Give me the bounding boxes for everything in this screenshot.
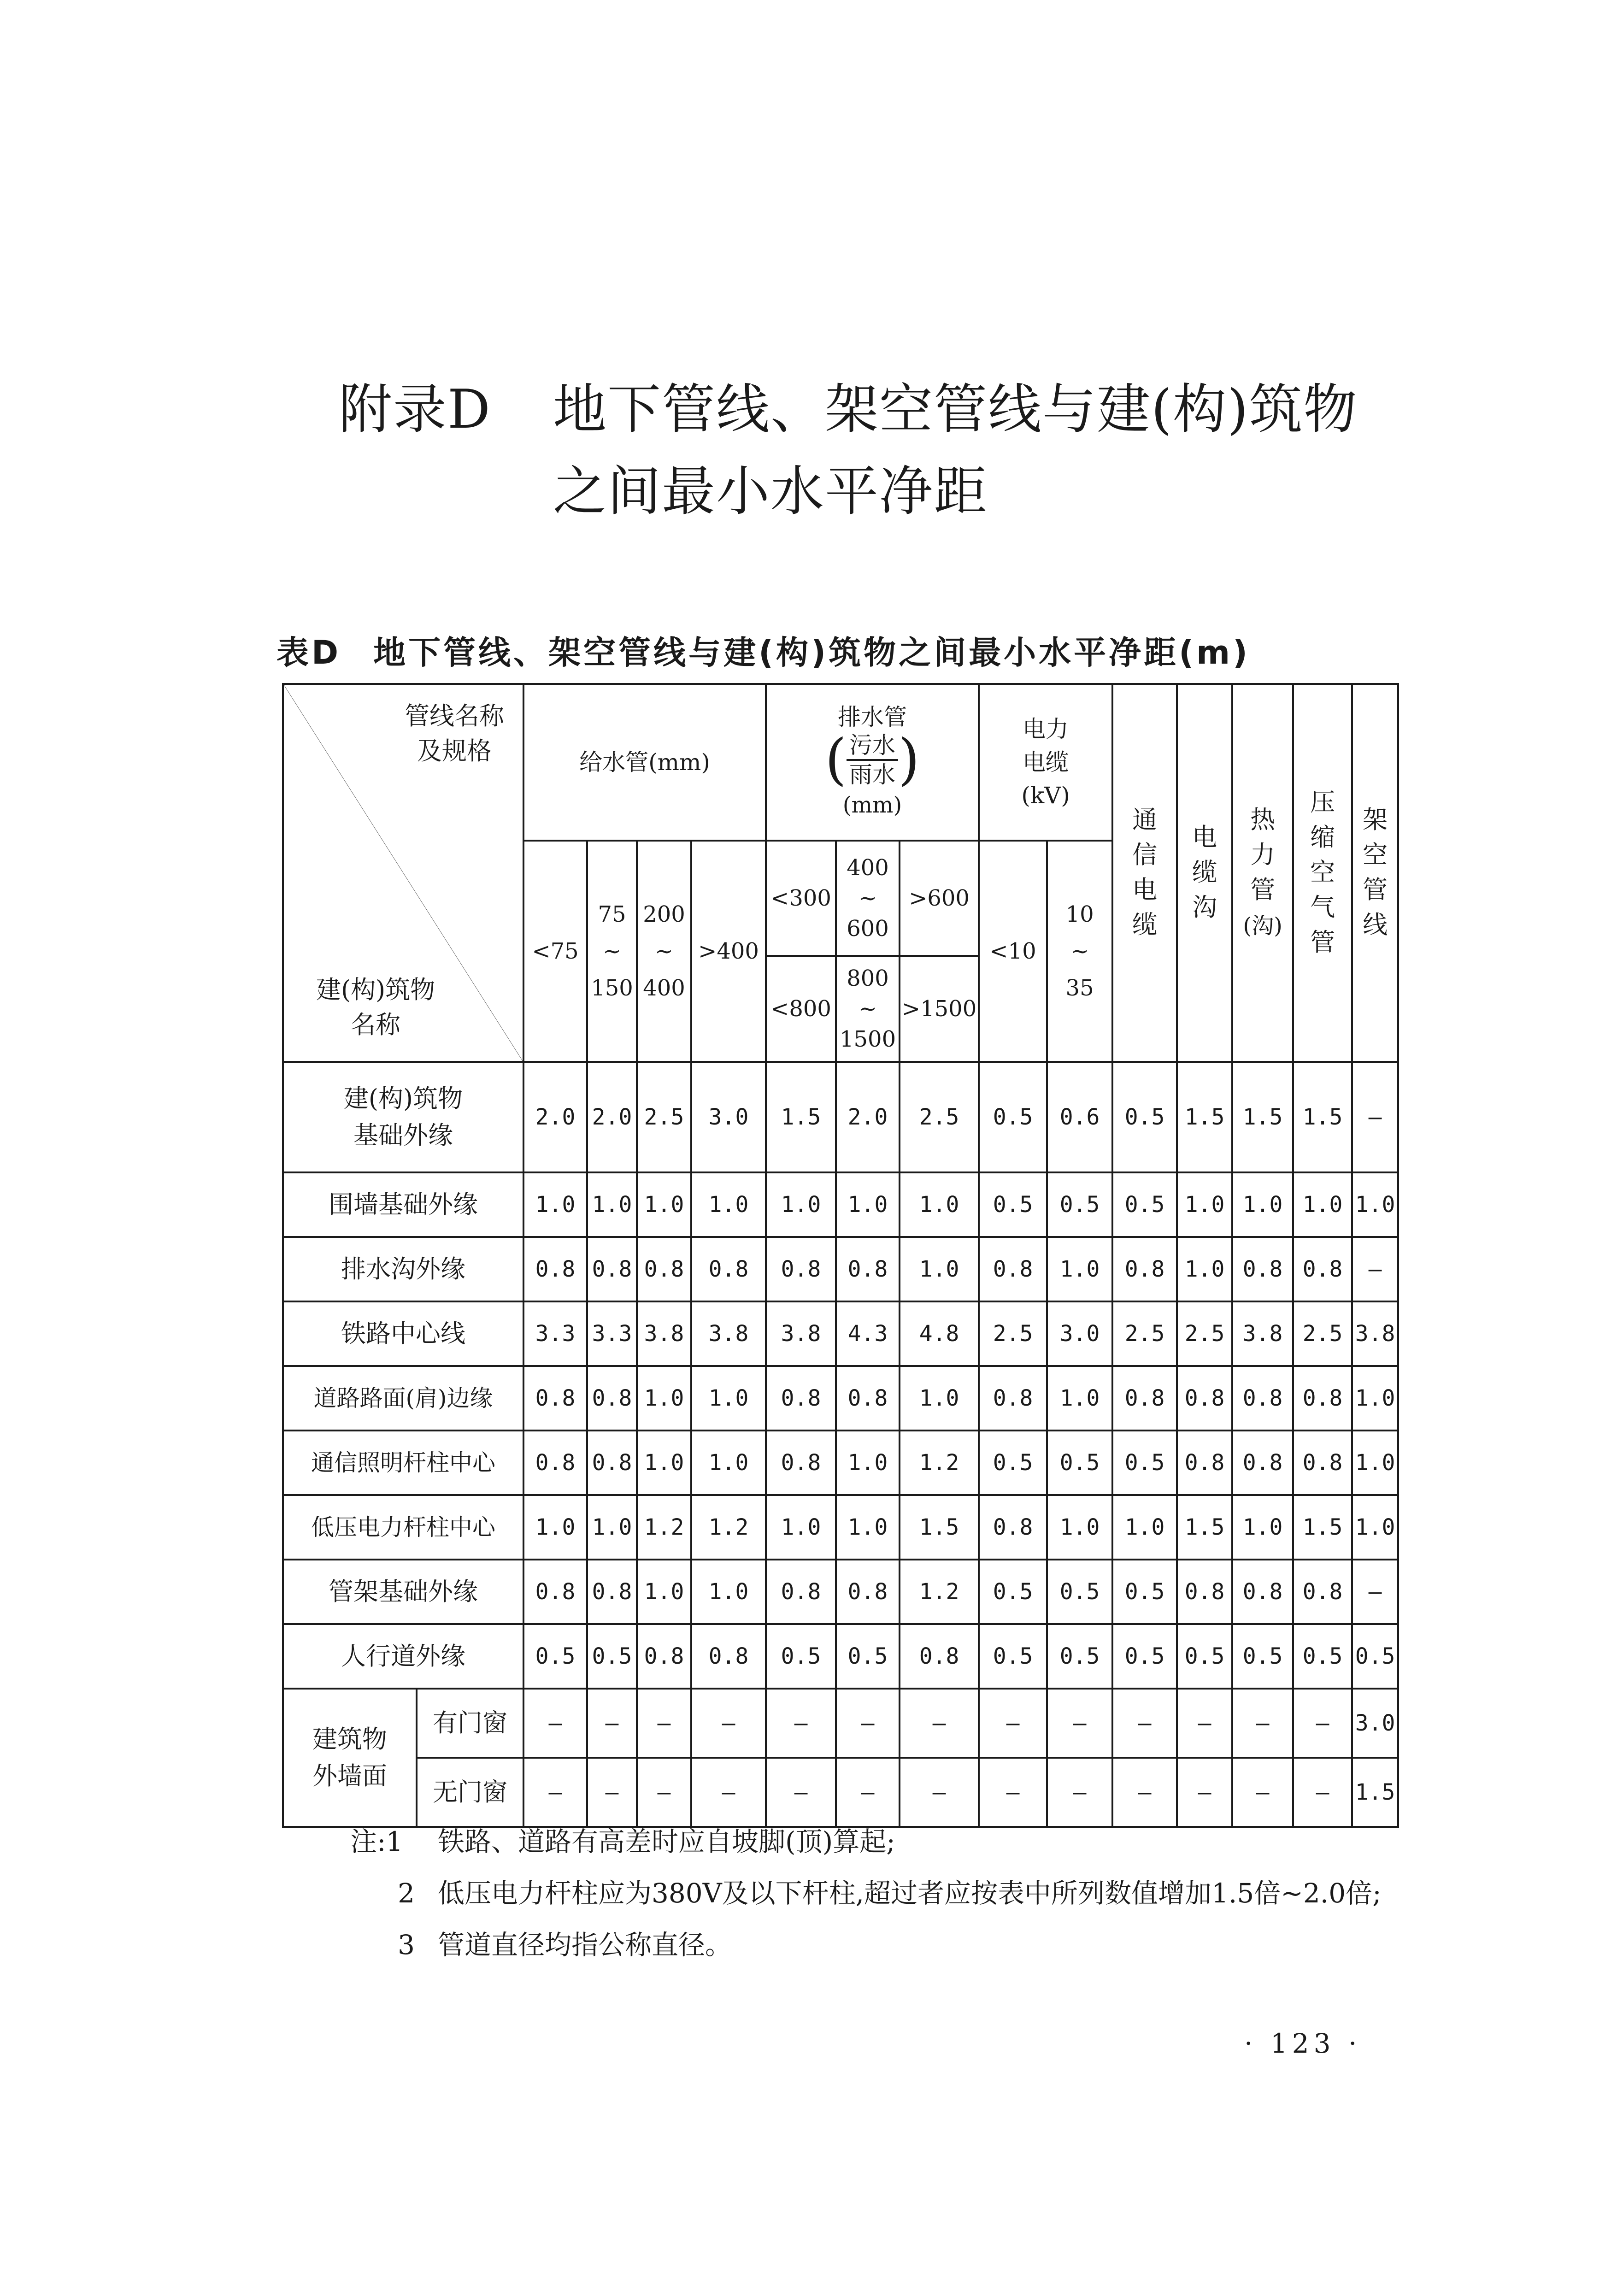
cell: 0.8 — [637, 1624, 691, 1689]
cell: — — [523, 1689, 587, 1758]
cell: 0.8 — [637, 1237, 691, 1301]
drain-spec-c1-bot: <800 — [766, 956, 836, 1062]
water-spec-gt400: >400 — [691, 841, 766, 1062]
cell: — — [587, 1758, 637, 1827]
power-line2: 电缆 — [1023, 749, 1069, 776]
cell: 1.5 — [1293, 1495, 1352, 1560]
cell: — — [1047, 1758, 1112, 1827]
drain-spec-c3-top: >600 — [900, 841, 979, 956]
cell: 1.0 — [691, 1366, 766, 1431]
cell: 1.0 — [523, 1495, 587, 1560]
cell: — — [979, 1689, 1047, 1758]
heat-pipe-header: 热力管 (沟) — [1232, 684, 1293, 1062]
cell: — — [1352, 1062, 1398, 1172]
cell: 1.0 — [1232, 1172, 1293, 1237]
cell: 0.8 — [1293, 1366, 1352, 1431]
cell: — — [836, 1758, 900, 1827]
cell: 0.6 — [1047, 1062, 1112, 1172]
drain-spec-c3-bot: >1500 — [900, 956, 979, 1062]
diag-top-line2: 及规格 — [417, 736, 492, 765]
cell: — — [1352, 1237, 1398, 1301]
note-3 — [350, 1919, 1410, 1971]
cell: 0.5 — [1352, 1624, 1398, 1689]
cell: 3.0 — [691, 1062, 766, 1172]
water-spec-lt75: <75 — [523, 841, 587, 1062]
row-label: 建(构)筑物 基础外缘 — [283, 1062, 523, 1172]
cell: 0.8 — [1293, 1560, 1352, 1624]
table-row — [283, 1062, 1398, 1172]
drain-spec-c2-bot: 800 ~ 1500 — [836, 956, 900, 1062]
drain-pipe-header — [766, 684, 979, 841]
row-label: 无门窗 — [417, 1758, 523, 1827]
cell: — — [691, 1758, 766, 1827]
cell: 1.0 — [900, 1172, 979, 1237]
cell: 0.5 — [979, 1560, 1047, 1624]
cell: 0.8 — [1177, 1366, 1232, 1431]
drain-sewage: 污水 — [847, 731, 898, 761]
water-spec-75-150: 75 ~ 150 — [587, 841, 637, 1062]
cell: 0.5 — [1047, 1172, 1112, 1237]
table-row — [283, 1431, 1398, 1495]
cell: 0.5 — [1112, 1172, 1177, 1237]
cell: — — [691, 1689, 766, 1758]
cell: 0.5 — [979, 1431, 1047, 1495]
cell: 0.8 — [1232, 1431, 1293, 1495]
power-unit: (kV) — [1021, 782, 1070, 809]
cell: 0.5 — [979, 1624, 1047, 1689]
page-number: · 123 · — [1244, 2028, 1362, 2059]
cell: — — [1177, 1758, 1232, 1827]
table-row — [283, 1366, 1398, 1431]
cell: 2.5 — [1112, 1301, 1177, 1366]
structure-name-header — [316, 972, 435, 1042]
cell: 0.8 — [587, 1366, 637, 1431]
cell: 3.0 — [1352, 1689, 1398, 1758]
cell: 1.0 — [1293, 1172, 1352, 1237]
table-row — [283, 1301, 1398, 1366]
cell: 0.5 — [1177, 1624, 1232, 1689]
cell: 3.8 — [1352, 1301, 1398, 1366]
cell: — — [587, 1689, 637, 1758]
cell: 1.2 — [900, 1560, 979, 1624]
cell: 1.5 — [766, 1062, 836, 1172]
row-label: 人行道外缘 — [283, 1624, 523, 1689]
cell: 0.8 — [1177, 1560, 1232, 1624]
cell: 0.8 — [766, 1431, 836, 1495]
note-number: 3 — [398, 1929, 415, 1960]
cell: 0.8 — [766, 1237, 836, 1301]
power-spec-10-35: 10 ~ 35 — [1047, 841, 1112, 1062]
cell: 0.8 — [523, 1237, 587, 1301]
cell: 3.3 — [587, 1301, 637, 1366]
cell: 0.8 — [836, 1366, 900, 1431]
cell: 1.5 — [1177, 1062, 1232, 1172]
drain-fraction: ( $\frac{\text{污水}}{\text{雨水}}$ ) — [825, 728, 920, 792]
cell: 1.0 — [1177, 1237, 1232, 1301]
cell: 0.8 — [1232, 1560, 1293, 1624]
title-line2: 之间最小水平净距 — [553, 460, 988, 523]
cell: — — [900, 1689, 979, 1758]
cell: — — [1293, 1758, 1352, 1827]
appendix-title — [339, 369, 1491, 533]
water-spec-200-400: 200 ~ 400 — [637, 841, 691, 1062]
table-row — [283, 1624, 1398, 1689]
cell: 0.5 — [1293, 1624, 1352, 1689]
cell: 0.8 — [1112, 1237, 1177, 1301]
telecom-cable-header: 通信电缆 — [1112, 684, 1177, 1062]
row-label: 围墙基础外缘 — [283, 1172, 523, 1237]
cell: 4.8 — [900, 1301, 979, 1366]
cell: 1.0 — [637, 1560, 691, 1624]
cell: 0.5 — [1112, 1624, 1177, 1689]
cell: 1.0 — [1352, 1495, 1398, 1560]
cell: 2.5 — [637, 1062, 691, 1172]
cell: 1.0 — [900, 1237, 979, 1301]
cell: 1.0 — [587, 1172, 637, 1237]
note-text: 铁路、道路有高差时应自坡脚(顶)算起; — [438, 1826, 895, 1857]
cell: 1.0 — [1047, 1237, 1112, 1301]
overhead-line-header: 架空管线 — [1352, 684, 1398, 1062]
diag-top-line1: 管线名称 — [405, 701, 504, 730]
cell: 1.0 — [1232, 1495, 1293, 1560]
cell: 0.8 — [1112, 1366, 1177, 1431]
cell: — — [900, 1758, 979, 1827]
cell: 2.0 — [523, 1062, 587, 1172]
drain-spec-c1-top: <300 — [766, 841, 836, 956]
table-label: 表D — [276, 634, 341, 671]
cell: 3.8 — [637, 1301, 691, 1366]
drain-spec-c2-top: 400 ~ 600 — [836, 841, 900, 956]
cell: 1.0 — [836, 1495, 900, 1560]
table-row — [283, 1560, 1398, 1624]
cell: 0.5 — [1047, 1431, 1112, 1495]
cell: — — [766, 1689, 836, 1758]
cell: 0.5 — [1047, 1624, 1112, 1689]
note-1 — [350, 1816, 1410, 1867]
cell: 0.5 — [1112, 1431, 1177, 1495]
cell: 2.0 — [587, 1062, 637, 1172]
cell: 2.5 — [979, 1301, 1047, 1366]
cell: 2.5 — [900, 1062, 979, 1172]
heat-pipe-note: (沟) — [1243, 913, 1282, 939]
cell: 1.0 — [587, 1495, 637, 1560]
cell: 3.3 — [523, 1301, 587, 1366]
cell: — — [1232, 1758, 1293, 1827]
cell: 1.0 — [836, 1172, 900, 1237]
power-line1: 电力 — [1023, 716, 1069, 742]
cell: 1.0 — [836, 1431, 900, 1495]
cell: 0.8 — [836, 1237, 900, 1301]
cell: — — [637, 1758, 691, 1827]
cell: 1.0 — [1177, 1172, 1232, 1237]
cell: — — [1112, 1758, 1177, 1827]
cell: 3.0 — [1047, 1301, 1112, 1366]
cell: 2.5 — [1177, 1301, 1232, 1366]
cell: — — [1232, 1689, 1293, 1758]
cell: 1.0 — [766, 1495, 836, 1560]
pipeline-spec-header — [405, 699, 504, 769]
cell: 0.5 — [1112, 1062, 1177, 1172]
row-label: 低压电力杆柱中心 — [283, 1495, 523, 1560]
cell: 0.8 — [766, 1366, 836, 1431]
note-text: 管道直径均指公称直径。 — [438, 1929, 732, 1960]
cell: 0.8 — [900, 1624, 979, 1689]
cell: 2.5 — [1293, 1301, 1352, 1366]
table-row — [283, 1495, 1398, 1560]
row-label: 道路路面(肩)边缘 — [283, 1366, 523, 1431]
header-diagonal-cell — [283, 684, 523, 1062]
cell: 1.0 — [691, 1560, 766, 1624]
row-label: 通信照明杆柱中心 — [283, 1431, 523, 1495]
title-line1: 地下管线、架空管线与建(构)筑物 — [553, 378, 1358, 441]
cell: 1.0 — [523, 1172, 587, 1237]
cell: 1.0 — [691, 1172, 766, 1237]
power-spec-lt10: <10 — [979, 841, 1047, 1062]
cell: — — [1112, 1689, 1177, 1758]
row-label: 排水沟外缘 — [283, 1237, 523, 1301]
power-cable-header — [979, 684, 1112, 841]
table-caption — [276, 627, 1475, 673]
cell: 0.5 — [587, 1624, 637, 1689]
cell: 1.0 — [637, 1172, 691, 1237]
cell: 0.8 — [836, 1560, 900, 1624]
cell: — — [1047, 1689, 1112, 1758]
cell: — — [637, 1689, 691, 1758]
cell: 0.8 — [1293, 1237, 1352, 1301]
cell: 0.5 — [1232, 1624, 1293, 1689]
note-2 — [350, 1867, 1410, 1919]
cell: 1.5 — [900, 1495, 979, 1560]
cell: 1.2 — [900, 1431, 979, 1495]
cell: 3.8 — [1232, 1301, 1293, 1366]
cell: — — [1352, 1560, 1398, 1624]
row-label: 铁路中心线 — [283, 1301, 523, 1366]
cell: — — [523, 1758, 587, 1827]
water-pipe-header: 给水管(mm) — [523, 684, 766, 841]
cell: 3.8 — [766, 1301, 836, 1366]
cell: 1.0 — [900, 1366, 979, 1431]
cell: — — [1177, 1689, 1232, 1758]
cell: 0.5 — [979, 1172, 1047, 1237]
diag-bottom-line1: 建(构)筑物 — [316, 975, 435, 1004]
table-row — [283, 1172, 1398, 1237]
cell: 1.5 — [1232, 1062, 1293, 1172]
cell: 3.8 — [691, 1301, 766, 1366]
cell: 1.5 — [1177, 1495, 1232, 1560]
table-notes — [350, 1816, 1410, 1971]
cell: 0.5 — [836, 1624, 900, 1689]
cell: 0.8 — [523, 1560, 587, 1624]
cell: 1.2 — [691, 1495, 766, 1560]
cell: 0.5 — [523, 1624, 587, 1689]
cell: 1.0 — [1112, 1495, 1177, 1560]
row-label: 有门窗 — [417, 1689, 523, 1758]
distance-table — [282, 683, 1399, 1828]
compressed-air-header: 压缩空气管 — [1293, 684, 1352, 1062]
cell: 1.0 — [766, 1172, 836, 1237]
cell: 0.8 — [1177, 1431, 1232, 1495]
wall-group-label: 建筑物 外墙面 — [283, 1689, 417, 1827]
cell: 1.2 — [637, 1495, 691, 1560]
cell: 0.8 — [979, 1237, 1047, 1301]
cell: 0.5 — [979, 1062, 1047, 1172]
cell: 0.8 — [587, 1560, 637, 1624]
drain-rain: 雨水 — [849, 761, 896, 788]
cell: 1.0 — [1047, 1495, 1112, 1560]
cell: 0.8 — [691, 1237, 766, 1301]
note-number: 2 — [398, 1878, 415, 1909]
diag-bottom-line2: 名称 — [351, 1010, 401, 1039]
note-text: 低压电力杆柱应为380V及以下杆柱,超过者应按表中所列数值增加1.5倍~2.0倍; — [438, 1878, 1382, 1909]
note-prefix: 注:1 — [350, 1826, 403, 1857]
cell: 0.5 — [766, 1624, 836, 1689]
cell: 0.8 — [587, 1431, 637, 1495]
cell: 1.0 — [637, 1366, 691, 1431]
cell: 0.8 — [979, 1495, 1047, 1560]
cell: 1.0 — [1047, 1366, 1112, 1431]
cell: — — [979, 1758, 1047, 1827]
cell: — — [766, 1758, 836, 1827]
table-caption-text: 地下管线、架空管线与建(构)筑物之间最小水平净距(m) — [373, 634, 1251, 671]
cell: — — [836, 1689, 900, 1758]
cell: 0.8 — [523, 1431, 587, 1495]
cell: 1.0 — [1352, 1431, 1398, 1495]
cell: 0.8 — [766, 1560, 836, 1624]
drain-unit: (mm) — [842, 792, 902, 818]
cell: — — [1293, 1689, 1352, 1758]
table-row — [283, 1689, 1398, 1758]
cell: 1.0 — [1352, 1172, 1398, 1237]
cell: 1.5 — [1293, 1062, 1352, 1172]
cell: 1.0 — [1352, 1366, 1398, 1431]
cable-trench-header: 电缆沟 — [1177, 684, 1232, 1062]
cell: 0.5 — [1112, 1560, 1177, 1624]
cell: 0.5 — [1047, 1560, 1112, 1624]
cell: 0.8 — [587, 1237, 637, 1301]
cell: 1.0 — [637, 1431, 691, 1495]
cell: 0.8 — [1293, 1431, 1352, 1495]
table-row — [283, 1237, 1398, 1301]
cell: 4.3 — [836, 1301, 900, 1366]
cell: 1.0 — [691, 1431, 766, 1495]
cell: 0.8 — [979, 1366, 1047, 1431]
cell: 0.8 — [1232, 1366, 1293, 1431]
row-label: 管架基础外缘 — [283, 1560, 523, 1624]
cell: 1.5 — [1352, 1758, 1398, 1827]
appendix-label: 附录D — [339, 378, 492, 441]
cell: 0.8 — [691, 1624, 766, 1689]
drain-title: 排水管 — [838, 704, 907, 730]
cell: 2.0 — [836, 1062, 900, 1172]
cell: 0.8 — [1232, 1237, 1293, 1301]
cell: 0.8 — [523, 1366, 587, 1431]
